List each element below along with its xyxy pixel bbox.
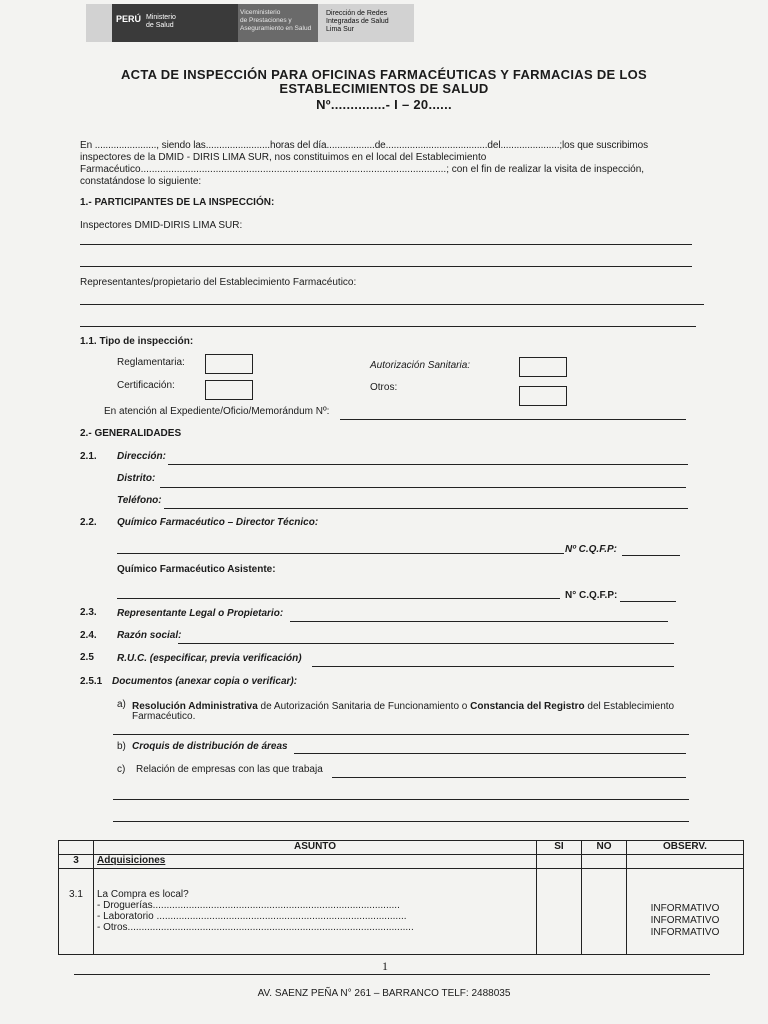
header-ministry: Ministerio de Salud [146, 14, 176, 29]
num-2-2: 2.2. [80, 517, 97, 528]
item-b-text: Croquis de distribución de áreas [132, 741, 288, 752]
certificacion-label: Certificación: [117, 380, 175, 391]
ruc-line[interactable] [312, 666, 674, 667]
num-2-5-1: 2.5.1 [80, 676, 103, 687]
footer-divider [74, 974, 710, 975]
item-a-text-2: del Establecimiento [584, 701, 675, 712]
documentos-label: Documentos (anexar copia o verificar): [112, 676, 298, 687]
observ-1: INFORMATIVO [650, 903, 720, 914]
row-3-1-item-2: - Laboratorio .......................................................................................... [97, 911, 407, 922]
item-a-line[interactable] [113, 734, 689, 735]
intro-line1: En ......................., siendo las........................horas del día..................de......................................del......................;los que suscribimos [80, 140, 648, 151]
representante-line[interactable] [290, 621, 668, 622]
distrito-line[interactable] [160, 487, 686, 488]
row-3-title: Adquisiciones [97, 855, 166, 866]
ruc-label: R.U.C. (especificar, previa verificación) [117, 653, 302, 664]
acta-number: Nº..............- I – 20...... [316, 97, 452, 112]
row-3-number: 3 [59, 855, 94, 869]
row-3-1-number: 3.1 [59, 869, 94, 955]
row-3-1-observ [627, 869, 744, 955]
item-c-text: Relación de empresas con las que trabaja [136, 764, 323, 775]
razon-line[interactable] [178, 643, 674, 644]
inspection-table [58, 840, 744, 955]
qf-director-line[interactable] [117, 553, 564, 554]
row-3-1-si[interactable] [537, 869, 582, 955]
distrito-label: Distrito: [117, 473, 156, 484]
footer-address: AV. SAENZ PEÑA N° 261 – BARRANCO TELF: 2488035 [257, 988, 511, 999]
header-si: SI [537, 841, 582, 855]
inspectors-line-2[interactable] [80, 266, 692, 267]
telefono-line[interactable] [164, 508, 688, 509]
num-2-1: 2.1. [80, 451, 97, 462]
observ-3: INFORMATIVO [650, 927, 720, 938]
cqfp-2-line[interactable] [620, 601, 676, 602]
razon-label: Razón social: [117, 630, 182, 641]
header-direction: Dirección de Redes Integradas de Salud Lima Sur [326, 10, 389, 33]
header-asunto: ASUNTO [94, 841, 537, 855]
section-2-heading: 2.- GENERALIDADES [80, 428, 182, 439]
representatives-label: Representantes/propietario del Establecimiento Farmacéutico: [80, 277, 357, 288]
cqfp-1-label: Nº C.Q.F.P: [565, 544, 617, 555]
table-row [59, 869, 744, 955]
cqfp-1-line[interactable] [622, 555, 680, 556]
item-a-text-1: de Autorización Sanitaria de Funcionamiento o [257, 701, 471, 712]
direccion-label: Dirección: [117, 451, 166, 462]
num-2-4: 2.4. [80, 630, 97, 641]
expediente-label: En atención al Expediente/Oficio/Memorándum Nº: [104, 406, 330, 417]
direccion-line[interactable] [168, 464, 688, 465]
item-a-bold-1: Resolución Administrativa [132, 701, 258, 712]
page-title-line2: ESTABLECIMIENTOS DE SALUD [279, 81, 489, 96]
header-banner [86, 4, 414, 42]
observ-2: INFORMATIVO [650, 915, 720, 926]
representante-label: Representante Legal o Propietario: [117, 608, 284, 619]
cqfp-2-label: N° C.Q.F.P: [565, 590, 618, 601]
section-1-1-heading: 1.1. Tipo de inspección: [80, 336, 194, 347]
autorizacion-checkbox[interactable] [519, 357, 567, 377]
item-c-label: c) [117, 764, 126, 775]
row-3-si[interactable] [537, 855, 582, 869]
table-header-row [59, 841, 744, 855]
page-number: 1 [382, 959, 388, 973]
inspectors-line-1[interactable] [80, 244, 692, 245]
item-a-bold-2: Constancia del Registro [470, 701, 585, 712]
inspectors-label: Inspectores DMID-DIRIS LIMA SUR: [80, 220, 243, 231]
item-a-text [132, 701, 674, 713]
row-3-no[interactable] [582, 855, 627, 869]
item-b-line[interactable] [294, 753, 686, 754]
representatives-line-1[interactable] [80, 304, 704, 305]
intro-line4: constatándose lo siguiente: [80, 176, 202, 187]
row-3-1-item-3: - Otros....................................................................................................... [97, 922, 414, 933]
intro-line3: Farmacéutico..............................................................................................................; con el fin de realizar la visita de inspección, [80, 164, 645, 175]
item-b-label: b) [117, 741, 126, 752]
section-1-heading: 1.- PARTICIPANTES DE LA INSPECCIÓN: [80, 197, 275, 208]
autorizacion-label: Autorización Sanitaria: [370, 360, 471, 371]
item-a-text-line2: Farmacéutico. [132, 711, 196, 722]
num-2-5: 2.5 [80, 652, 94, 663]
otros-checkbox[interactable] [519, 386, 567, 406]
num-2-3: 2.3. [80, 607, 97, 618]
page-title-line1: ACTA DE INSPECCIÓN PARA OFICINAS FARMACÉUTICAS Y FARMACIAS DE LOS [120, 67, 648, 82]
otros-label: Otros: [370, 382, 398, 393]
row-3-1-no[interactable] [582, 869, 627, 955]
extra-line-1[interactable] [113, 799, 689, 800]
representatives-line-2[interactable] [80, 326, 696, 327]
table-row [59, 855, 744, 869]
header-no: NO [582, 841, 627, 855]
expediente-line[interactable] [340, 419, 686, 420]
qf-asistente-label: Químico Farmacéutico Asistente: [117, 564, 276, 575]
extra-line-2[interactable] [113, 821, 689, 822]
reglamentaria-label: Reglamentaria: [117, 357, 185, 368]
certificacion-checkbox[interactable] [205, 380, 253, 400]
item-c-line[interactable] [332, 777, 686, 778]
intro-line2: inspectores de la DMID - DIRIS LIMA SUR, nos constituimos en el local del Establecimiento [80, 152, 487, 163]
qf-director-label: Químico Farmacéutico – Director Técnico: [117, 517, 319, 528]
qf-asistente-line[interactable] [117, 598, 560, 599]
item-a-label: a) [117, 699, 126, 710]
row-3-1-asunto [94, 869, 537, 955]
header-vice: Viceministerio de Prestaciones y Aseguramiento en Salud [240, 9, 312, 32]
header-observ: OBSERV. [627, 841, 744, 855]
header-country: PERÚ [116, 14, 142, 24]
row-3-observ[interactable] [627, 855, 744, 869]
row-3-1-item-1: - Droguerías......................................................................................... [97, 900, 400, 911]
row-3-1-question: La Compra es local? [97, 889, 189, 900]
telefono-label: Teléfono: [117, 495, 162, 506]
reglamentaria-checkbox[interactable] [205, 354, 253, 374]
